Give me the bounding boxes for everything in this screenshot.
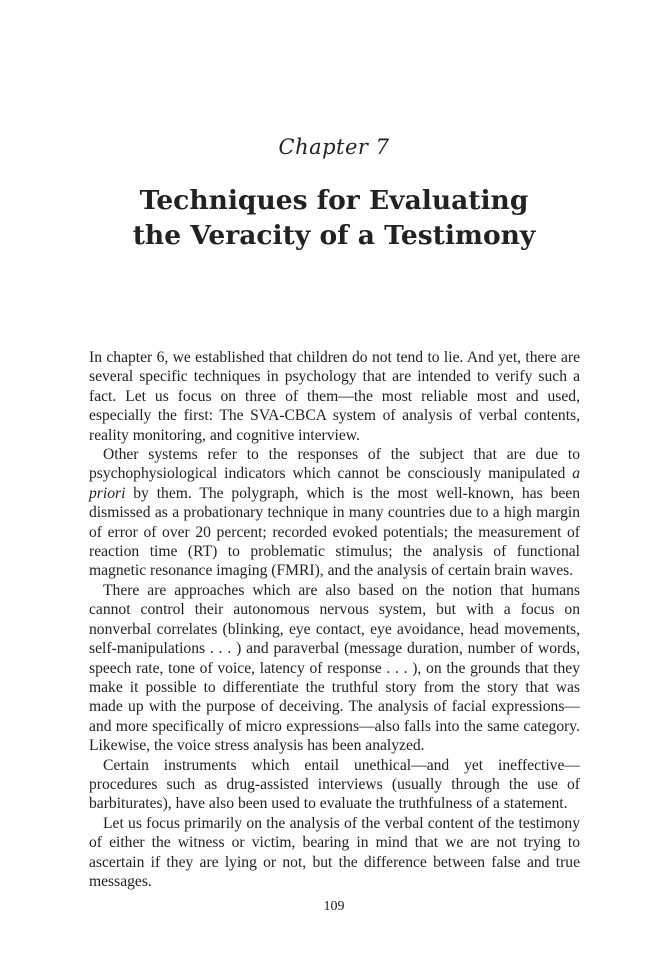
chapter-title-line-1: Techniques for Evaluating <box>139 185 529 216</box>
paragraph-3: There are approaches which are also based on the notion that humans cannot control their autonomous nervous system, but with a focus on nonverbal correlates (blinking, eye contact, eye avoidance, head movements, self-manipulations . . . ) and paraverbal (message duration, number of words, speech rate, tone of voice, latency of response . . . ), on the grounds that they make it possible to differentiate the truthful story from the story that was made up with the purpose of deceiving. The analysis of facial expressions—and more specifically of micro expressions—also falls into the same category. Likewise, the voice stress analysis has been analyzed. <box>89 581 580 755</box>
paragraph-2-italic-term: a priori <box>89 465 580 502</box>
paragraph-5: Let us focus primarily on the analysis of the verbal content of the testimony of either the witness or victim, bearing in mind that we are not trying to ascertain if they are lying or not, but the difference between false and true messages. <box>89 814 580 890</box>
paragraph-2-text-b: by them. The polygraph, which is the most well-known, has been dismissed as a probationary technique in many countries due to a high margin of error of over 20 percent; recorded evoked potentials; the measurement of reaction time (RT) to problematic stimulus; the analysis of functional magnetic resonance imaging (FMRI), and the analysis of certain brain waves. <box>89 484 580 580</box>
chapter-title <box>0 183 650 253</box>
paragraph-1: In chapter 6, we established that children do not tend to lie. And yet, there are several specific techniques in psychology that are intended to verify such a fact. Let us focus on three of them—the most reliable most and used, especially the first: The SVA-CBCA system of analysis of verbal contents, reality monitoring, and cognitive interview. <box>89 349 580 444</box>
chapter-title-line-2: the Veracity of a Testimony <box>132 220 536 251</box>
paragraph-4: Certain instruments which entail unethical—and yet ineffective—procedures such as drug-assisted interviews (usually through the use of barbiturates), have also been used to evaluate the truthfulness of a statement. <box>89 756 580 813</box>
chapter-label: Chapter 7 <box>278 135 390 159</box>
page-number: 109 <box>323 899 345 914</box>
paragraph-2-text-a: Other systems refer to the responses of the subject that are due to psychophysiological indicators which cannot be consciously manipulated <box>89 446 580 483</box>
chapter-body <box>89 348 580 891</box>
paragraph-2 <box>89 445 580 581</box>
